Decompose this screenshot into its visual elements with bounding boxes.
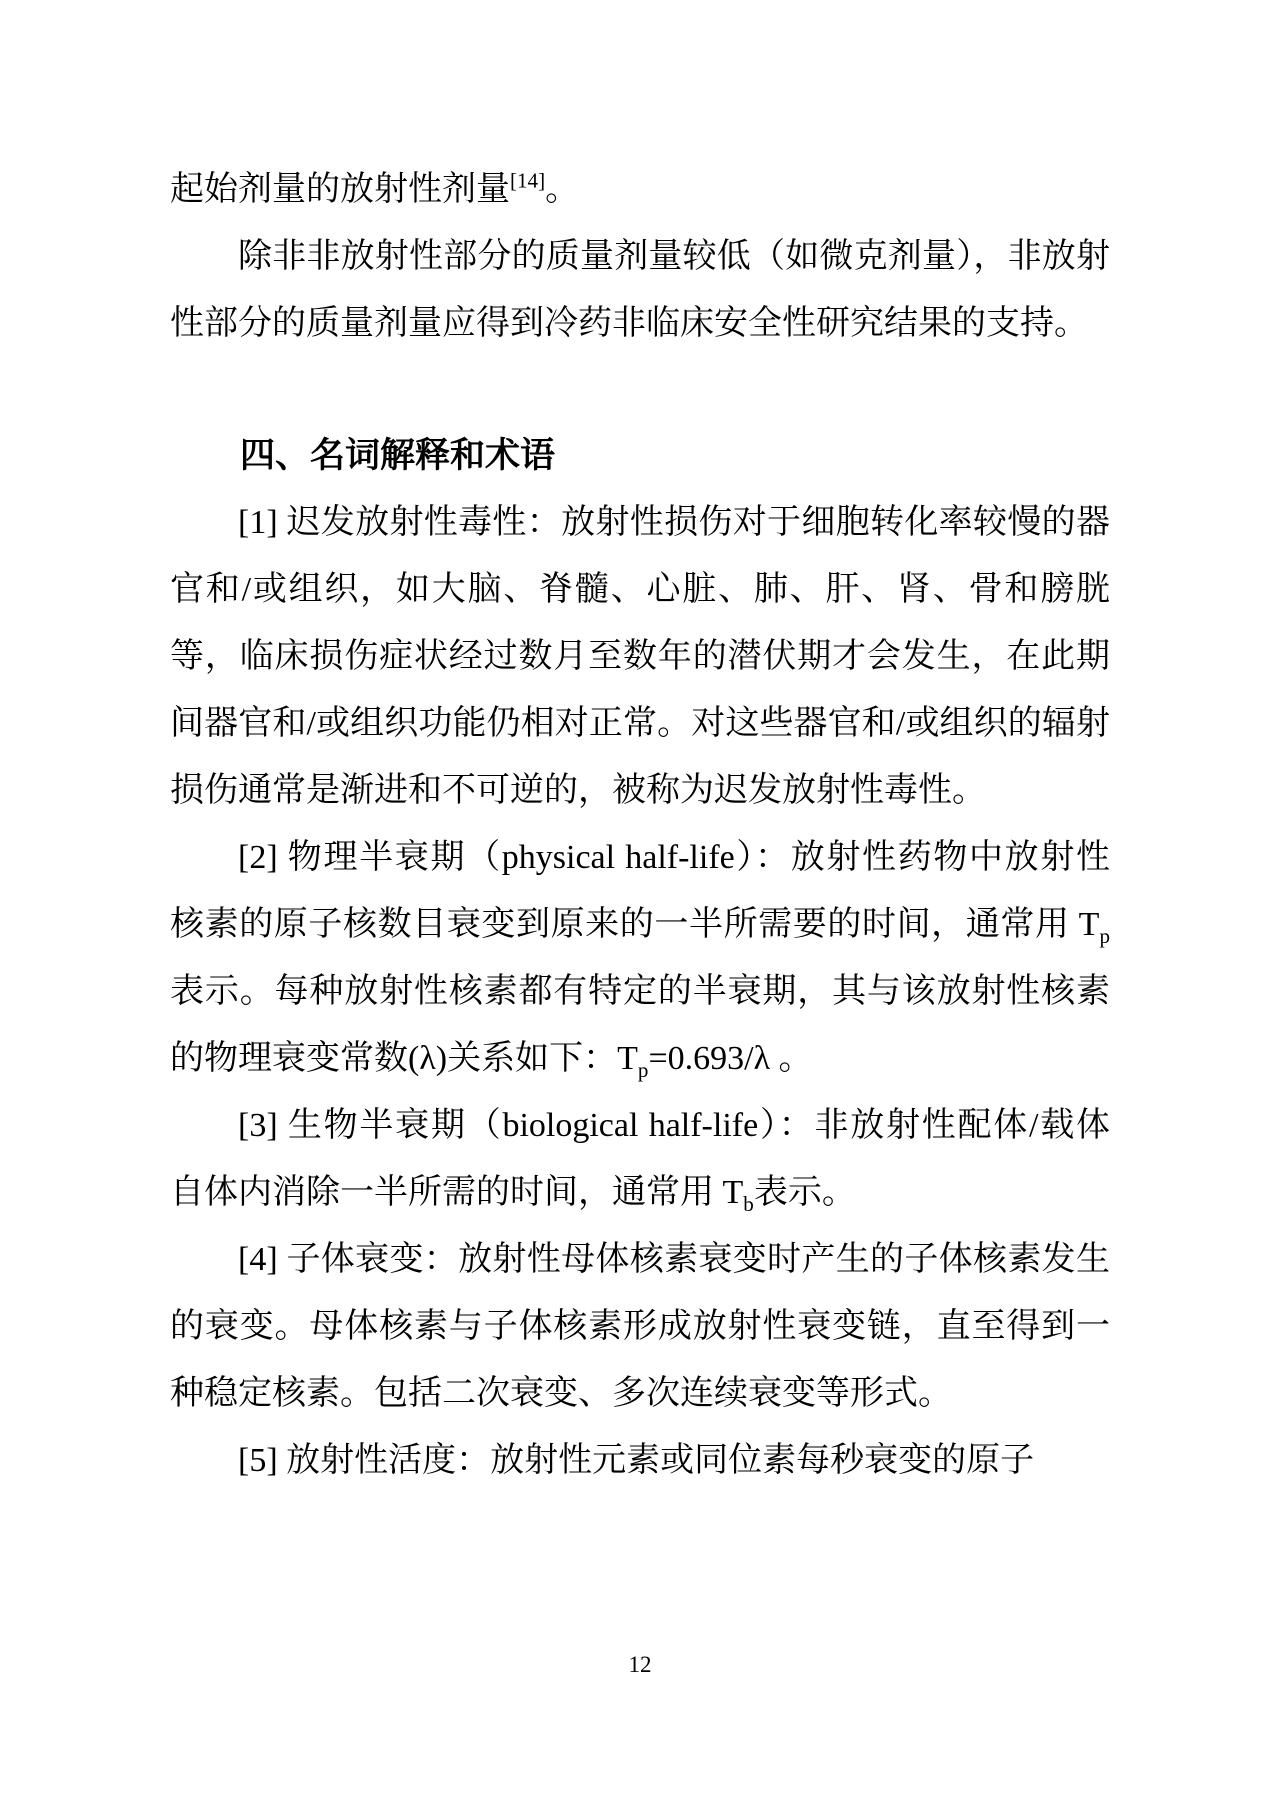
subscript-text: b — [743, 1191, 754, 1216]
text-run: 除非非放射性部分的质量剂量较低（如微克剂量），非放射性部分的质量剂量应得到冷药非临床安全性研究结果的支持。 — [170, 238, 1110, 342]
text-run: [5] 放射性活度：放射性元素或同位素每秒衰变的原子 — [238, 1442, 1035, 1479]
text-run: 。 — [545, 171, 580, 208]
superscript-citation: [14] — [510, 168, 546, 193]
paragraph — [170, 156, 1110, 223]
paragraph — [170, 1226, 1110, 1427]
document-page — [170, 156, 1110, 1494]
subscript-text: p — [1099, 923, 1110, 948]
text-run: 表示。 — [753, 1174, 856, 1211]
text-run: [2] 物理半衰期（physical half-life）：放射性药物中放射性核素的原子核数目衰变到原来的一半所需要的时间，通常用 T — [170, 839, 1110, 943]
text-run: 表示。每种放射性核素都有特定的半衰期，其与该放射性核素的物理衰变常数(λ)关系如下：T — [170, 973, 1110, 1077]
paragraph — [170, 824, 1110, 1092]
text-run: =0.693/λ 。 — [648, 1040, 813, 1077]
text-run: 四、名词解释和术语 — [240, 436, 556, 475]
text-run: [4] 子体衰变：放射性母体核素衰变时产生的子体核素发生的衰变。母体核素与子体核素形成放射性衰变链，直至得到一种稳定核素。包括二次衰变、多次连续衰变等形式。 — [170, 1241, 1110, 1412]
paragraph — [170, 1092, 1110, 1226]
paragraph — [170, 1427, 1110, 1494]
text-run: 起始剂量的放射性剂量 — [170, 171, 510, 208]
page-number: 12 — [628, 1652, 652, 1677]
document-body — [170, 156, 1110, 1494]
section-heading — [170, 422, 1110, 489]
text-run: [1] 迟发放射性毒性：放射性损伤对于细胞转化率较慢的器官和/或组织，如大脑、脊髓、心脏、肺、肝、肾、骨和膀胱等，临床损伤症状经过数月至数年的潜伏期才会发生，在此期间器官和/或组织功能仍相对正常。对这些器官和/或组织的辐射损伤通常是渐进和不可逆的，被称为迟发放射性毒性。 — [170, 504, 1110, 809]
subscript-text: p — [637, 1057, 649, 1082]
paragraph — [170, 223, 1110, 357]
paragraph — [170, 489, 1110, 824]
text-run: [3] 生物半衰期（biological half-life）：非放射性配体/载体自体内消除一半所需的时间，通常用 T — [170, 1107, 1110, 1211]
